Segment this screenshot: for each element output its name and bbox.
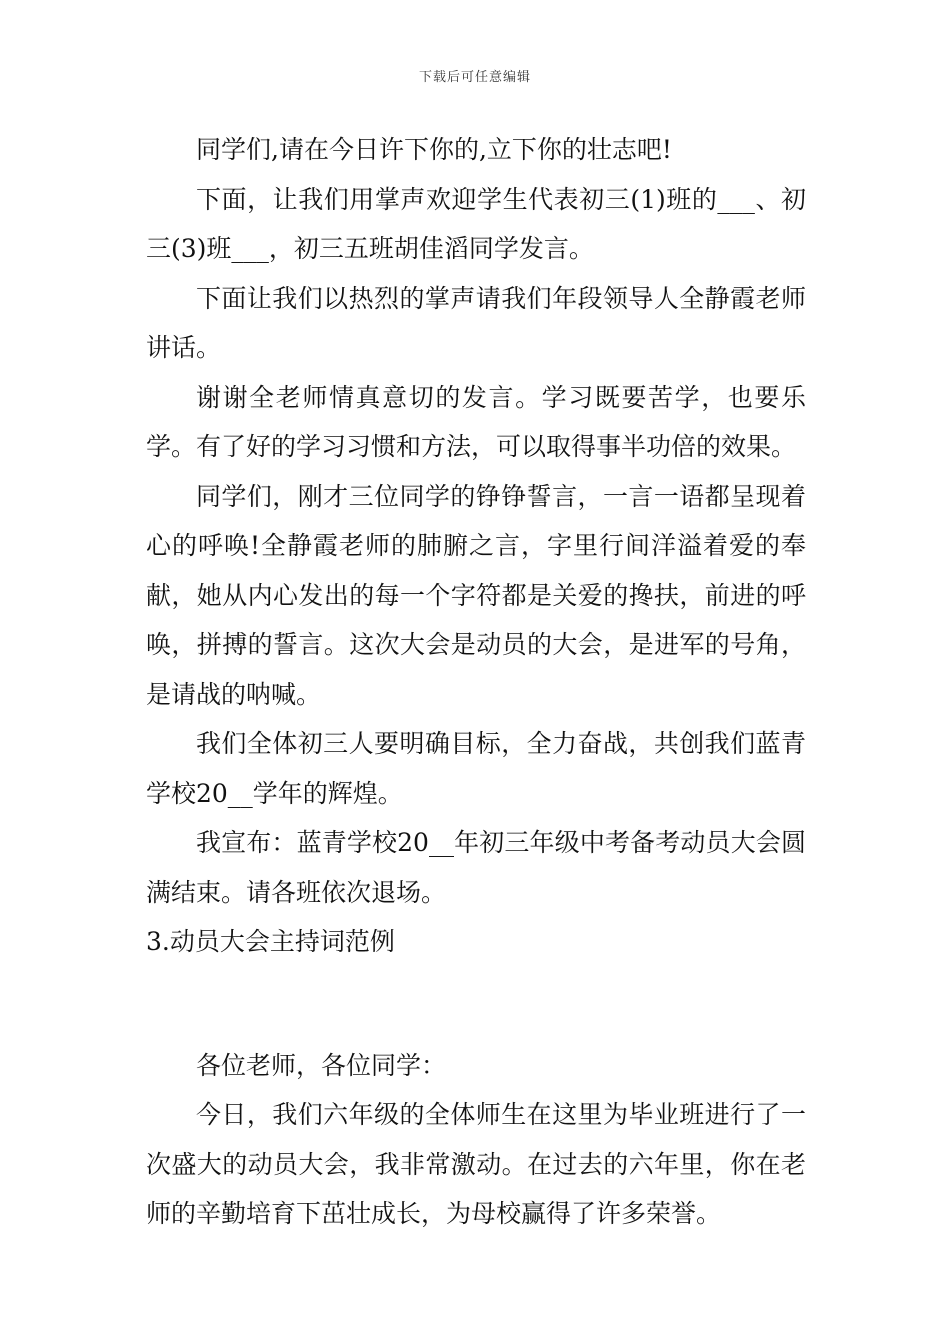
- paragraph: 今日，我们六年级的全体师生在这里为毕业班进行了一次盛大的动员大会，我非常激动。在过去的六年里，你在老师的辛勤培育下茁壮成长，为母校赢得了许多荣誉。: [146, 1100, 806, 1228]
- section-heading: 3.动员大会主持词范例: [146, 927, 395, 956]
- greeting: 各位老师，各位同学：: [196, 1050, 447, 1080]
- document-body: [146, 125, 806, 1239]
- paragraph: 下面让我们以热烈的掌声请我们年段领导人全静霞老师讲话。: [146, 283, 806, 362]
- paragraph: 下面，让我们用掌声欢迎学生代表初三(1)班的___、初三(3)班___，初三五班胡佳滔同学发言。: [146, 184, 806, 263]
- paragraph: 我们全体初三人要明确目标，全力奋战，共创我们蓝青学校20__学年的辉煌。: [146, 729, 806, 808]
- paragraph: 谢谢全老师情真意切的发言。学习既要苦学，也要乐学。有了好的学习习惯和方法，可以取得事半功倍的效果。: [146, 382, 806, 461]
- page-header-note: 下载后可任意编辑: [418, 70, 531, 85]
- paragraph: 同学们,请在今日许下你的,立下你的壮志吧!: [196, 135, 672, 164]
- paragraph: 我宣布：蓝青学校20__年初三年级中考备考动员大会圆满结束。请各班依次退场。: [146, 828, 806, 907]
- paragraph: 同学们，刚才三位同学的铮铮誓言，一言一语都呈现着心的呼唤!全静霞老师的肺腑之言，字里行间洋溢着爱的奉献，她从内心发出的每一个字符都是关爱的搀扶，前进的呼唤，拼搏的誓言。这次大会是动员的大会，是进军的号角，是请战的呐喊。: [146, 481, 806, 709]
